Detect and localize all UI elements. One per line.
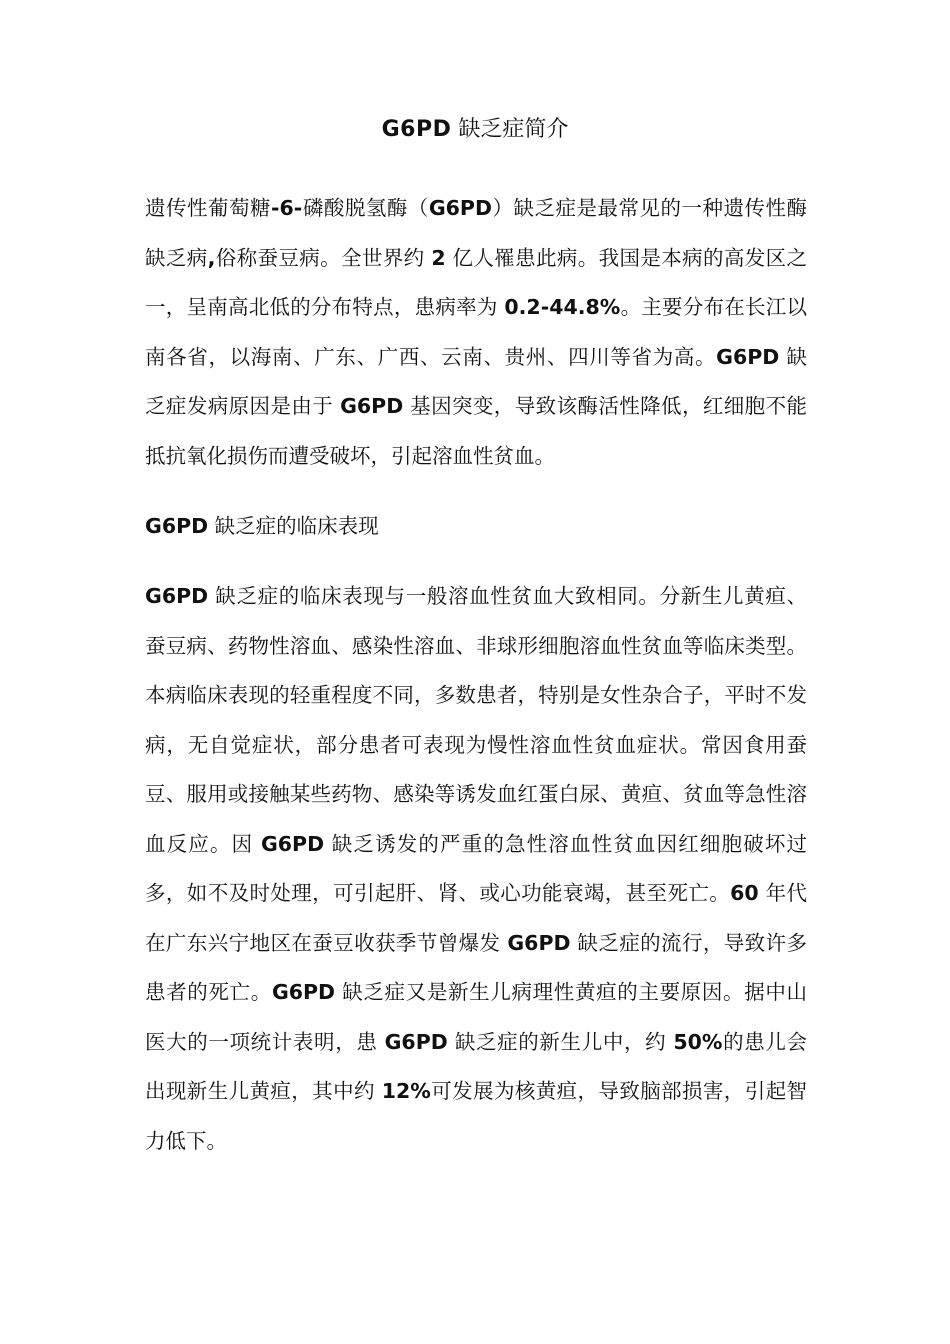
text-run: 缺乏症又是新生儿病理性黄疸的主要原因。据中山医大的一项统计表明，患 xyxy=(145,980,808,1054)
bold-text-run: G6PD xyxy=(145,584,209,608)
bold-text-run: , xyxy=(207,245,216,270)
text-run: ）缺乏症是最常见的一种遗传性酶缺乏病 xyxy=(145,196,808,270)
text-run: 磷酸脱氢酶（ xyxy=(302,196,429,220)
text-run: 缺乏症发病原因是由于 xyxy=(145,344,807,418)
text-run: 缺乏症的临床表现与一般溶血性贫血大致相同。分新生儿黄疸、蚕豆病、药物性溶血、感染性溶血、非球形细胞溶血性贫血等临床类型。本病临床表现的轻重程度不同，多数患者，特别是女性杂合子，平时不发病，无自觉症状，部分患者可表现为慢性溶血性贫血症状。常因食用蚕豆、服用或接触某些药物、感染等诱发血红蛋白尿、黄疸、贫血等急性溶血反应。因 xyxy=(145,584,807,856)
text-run: 年代在广东兴宁地区在蚕豆收获季节曾爆发 xyxy=(145,881,807,955)
text-run: 遗传性葡萄糖 xyxy=(145,196,272,220)
bold-text-run: 0.2-44.8% xyxy=(504,295,621,319)
bold-text-run: 2 xyxy=(431,245,446,270)
text-run: 缺乏诱发的严重的急性溶血性贫血因红细胞破坏过多，如不及时处理，可引起肝、肾、或心功能衰竭，甚至死亡。 xyxy=(145,831,807,905)
text-run: 。主要分布在长江以南各省，以海南、广东、广西、云南、贵州、四川等省为高。 xyxy=(145,295,808,369)
text-run: 的患儿会出现新生儿黄疸，其中约 xyxy=(145,1029,807,1103)
bold-text-run: G6PD xyxy=(260,831,325,856)
text-run: 可发展为核黄疸，导致脑部损害，引起智力低下。 xyxy=(145,1079,807,1153)
title-text: 缺乏症简介 xyxy=(451,117,569,142)
section-heading-latin: G6PD xyxy=(145,514,209,538)
text-run: 俗称蚕豆病。全世界约 xyxy=(215,245,432,270)
text-run: 亿人罹患此病。我国是本病的高发区之一，呈南高北低的分布特点，患病率为 xyxy=(145,245,808,319)
bold-text-run: G6PD xyxy=(384,1029,448,1054)
bold-text-run: G6PD xyxy=(340,394,404,418)
bold-text-run: G6PD xyxy=(716,344,780,369)
text-run: 基因突变，导致该酶活性降低，红细胞不能抵抗氧化损伤而遭受破坏，引起溶血性贫血。 xyxy=(145,394,807,468)
bold-text-run: G6PD xyxy=(271,980,336,1004)
text-run: 缺乏症的流行，导致许多患者的死亡。 xyxy=(145,930,807,1004)
bold-text-run: G6PD xyxy=(507,930,571,955)
bold-text-run: 60 xyxy=(730,881,759,905)
bold-text-run: 50% xyxy=(673,1029,723,1054)
bold-text-run: 12% xyxy=(381,1079,431,1103)
bold-text-run: G6PD xyxy=(428,196,492,220)
section-heading xyxy=(145,506,379,546)
intro-paragraph xyxy=(145,184,807,481)
document-title xyxy=(0,112,950,148)
bold-text-run: -6- xyxy=(271,196,303,220)
text-run: 缺乏症的新生儿中，约 xyxy=(447,1029,674,1054)
title-latin: G6PD xyxy=(381,117,452,142)
clinical-paragraph xyxy=(145,572,807,1166)
section-heading-text: 缺乏症的临床表现 xyxy=(208,514,379,538)
